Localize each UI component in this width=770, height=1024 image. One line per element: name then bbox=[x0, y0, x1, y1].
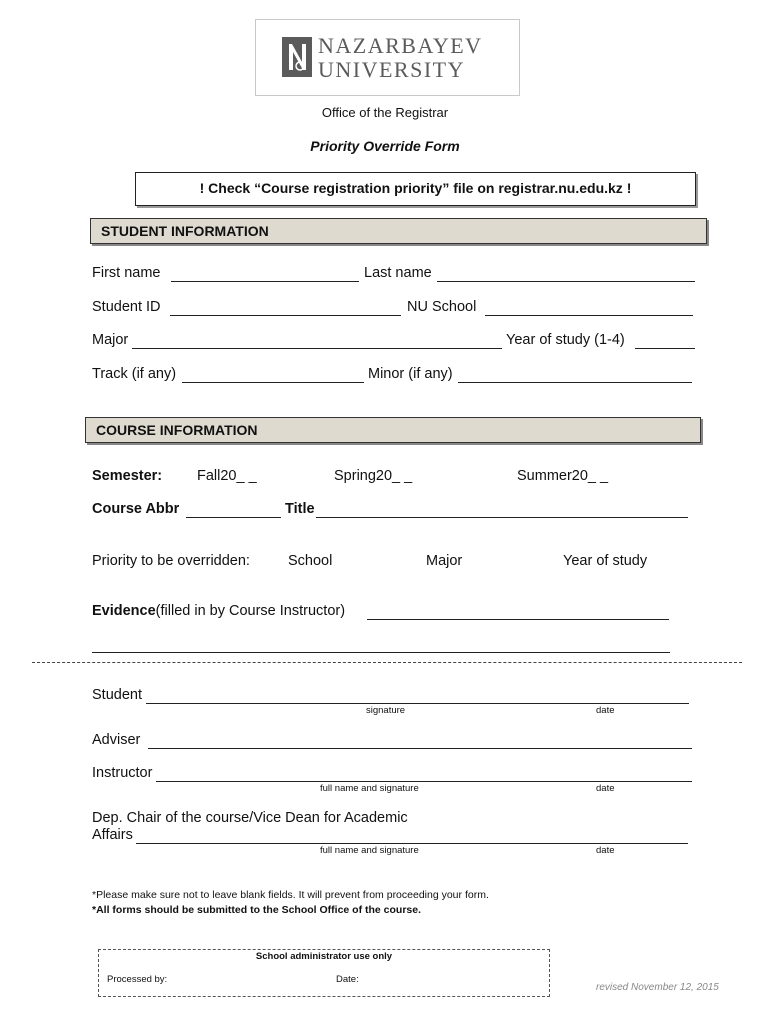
dep-chair-label-line-2: Affairs bbox=[92, 827, 133, 843]
student-signature-caption: signature bbox=[366, 705, 406, 716]
instructor-date-caption: date bbox=[596, 783, 615, 794]
semester-spring-option[interactable]: Spring20_ _ bbox=[334, 468, 413, 484]
admin-date-label: Date: bbox=[336, 974, 359, 985]
evidence-label bbox=[92, 603, 345, 619]
student-signature-field[interactable] bbox=[146, 703, 689, 704]
dep-chair-field[interactable] bbox=[136, 843, 688, 844]
note-blank-fields: *Please make sure not to leave blank fields. It will prevent from proceeding your form. bbox=[92, 889, 489, 901]
priority-label: Priority to be overridden: bbox=[92, 553, 250, 569]
dep-chair-date-caption: date bbox=[596, 845, 615, 856]
dep-chair-label-line-1: Dep. Chair of the course/Vice Dean for Academic bbox=[92, 810, 408, 826]
instructor-fullname-caption: full name and signature bbox=[320, 783, 419, 794]
year-of-study-field[interactable] bbox=[635, 348, 695, 349]
student-id-field[interactable] bbox=[170, 315, 401, 316]
processed-by-label: Processed by: bbox=[107, 974, 168, 985]
student-information-header: STUDENT INFORMATION bbox=[90, 218, 707, 244]
student-date-caption: date bbox=[596, 705, 615, 716]
course-title-field[interactable] bbox=[316, 517, 688, 518]
form-title: Priority Override Form bbox=[310, 138, 460, 154]
instructor-label: Instructor bbox=[92, 765, 153, 781]
track-field[interactable] bbox=[182, 382, 364, 383]
evidence-label-bold: Evidence bbox=[92, 603, 156, 619]
university-emblem-icon bbox=[281, 36, 313, 78]
revision-date: revised November 12, 2015 bbox=[596, 982, 719, 993]
note-submission: *All forms should be submitted to the School Office of the course. bbox=[92, 904, 422, 916]
evidence-field-line-2[interactable] bbox=[92, 652, 670, 653]
course-title-label: Title bbox=[285, 501, 315, 517]
student-signature-label: Student bbox=[92, 687, 142, 703]
year-of-study-label: Year of study (1-4) bbox=[506, 332, 625, 348]
registrar-notice: ! Check “Course registration priority” file on registrar.nu.edu.kz ! bbox=[135, 172, 696, 206]
priority-school-option[interactable]: School bbox=[288, 553, 333, 569]
last-name-field[interactable] bbox=[437, 281, 695, 282]
priority-year-option[interactable]: Year of study bbox=[563, 553, 648, 569]
minor-label: Minor (if any) bbox=[368, 366, 453, 382]
course-information-header: COURSE INFORMATION bbox=[85, 417, 701, 443]
nu-school-label: NU School bbox=[407, 299, 477, 315]
semester-label: Semester: bbox=[92, 468, 163, 484]
administrator-box-title: School administrator use only bbox=[255, 951, 393, 962]
first-name-field[interactable] bbox=[171, 281, 359, 282]
semester-summer-option[interactable]: Summer20_ _ bbox=[517, 468, 609, 484]
instructor-field[interactable] bbox=[156, 781, 692, 782]
logo-line-1: NAZARBAYEV bbox=[318, 33, 483, 58]
student-id-label: Student ID bbox=[92, 299, 161, 315]
major-label: Major bbox=[92, 332, 129, 348]
nu-school-field[interactable] bbox=[485, 315, 693, 316]
last-name-label: Last name bbox=[364, 265, 432, 281]
course-abbr-field[interactable] bbox=[186, 517, 281, 518]
major-field[interactable] bbox=[132, 348, 502, 349]
adviser-label: Adviser bbox=[92, 732, 141, 748]
evidence-label-note: (filled in by Course Instructor) bbox=[155, 603, 346, 619]
course-abbr-label: Course Abbr bbox=[92, 501, 180, 517]
first-name-label: First name bbox=[92, 265, 161, 281]
dep-chair-fullname-caption: full name and signature bbox=[320, 845, 419, 856]
evidence-field-line-1[interactable] bbox=[367, 619, 669, 620]
adviser-field[interactable] bbox=[148, 748, 692, 749]
office-title: Office of the Registrar bbox=[321, 105, 449, 120]
track-label: Track (if any) bbox=[92, 366, 177, 382]
cut-line-divider bbox=[32, 662, 742, 663]
minor-field[interactable] bbox=[458, 382, 692, 383]
semester-fall-option[interactable]: Fall20_ _ bbox=[197, 468, 257, 484]
priority-major-option[interactable]: Major bbox=[426, 553, 463, 569]
logo-line-2: UNIVERSITY bbox=[318, 57, 465, 82]
